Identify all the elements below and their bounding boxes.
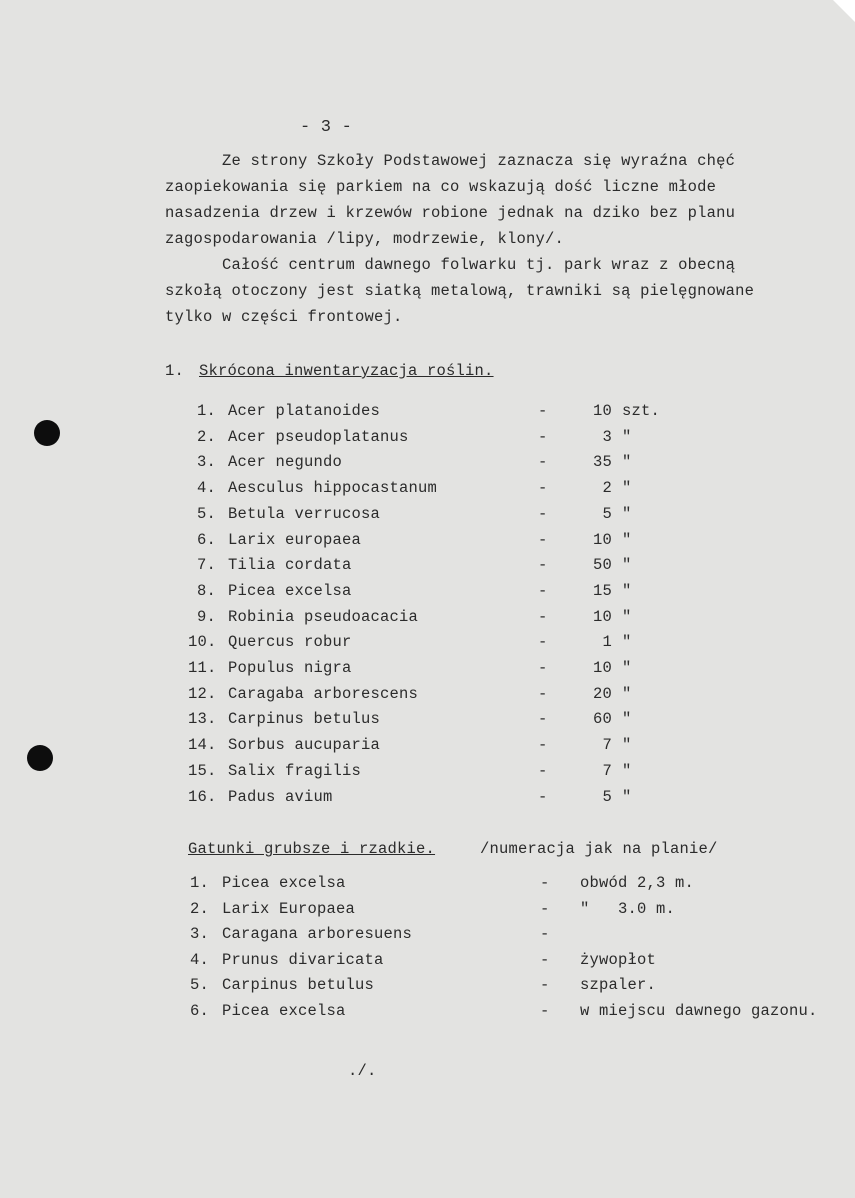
item-dash: - xyxy=(540,925,550,943)
item-dash: - xyxy=(538,633,548,652)
item-unit: " xyxy=(622,556,632,575)
plant-name: Prunus divaricata xyxy=(222,950,384,969)
item-number: 4. xyxy=(197,479,217,498)
item-unit: " xyxy=(622,427,632,446)
item-dash: - xyxy=(538,530,548,549)
item-quantity: 7 xyxy=(602,736,612,755)
item-dash: - xyxy=(540,1001,550,1020)
item-quantity: 10 xyxy=(592,659,612,677)
item-dash: - xyxy=(538,761,548,780)
item-number: 1. xyxy=(197,402,217,420)
item-unit: " xyxy=(622,607,632,626)
item-detail: żywopłot xyxy=(580,950,657,969)
punch-hole-bottom xyxy=(27,745,53,771)
punch-hole-top xyxy=(34,420,60,446)
paragraph-line: nasadzenia drzew i krzewów robione jednak na dziko bez planu xyxy=(165,204,736,222)
paragraph-line: Całość centrum dawnego folwarku tj. park wraz z obecną xyxy=(222,256,736,274)
item-number: 6. xyxy=(197,530,217,549)
item-dash: - xyxy=(540,874,550,892)
item-number: 11. xyxy=(188,659,217,677)
item-dash: - xyxy=(540,976,550,994)
item-unit: " xyxy=(622,504,632,523)
plant-name: Populus nigra xyxy=(228,659,352,677)
item-number: 2. xyxy=(190,899,210,918)
plant-name: Caragana arboresuens xyxy=(222,925,413,943)
item-number: 12. xyxy=(188,684,217,703)
folded-corner xyxy=(833,0,855,22)
item-number: 16. xyxy=(188,787,217,806)
item-number: 3. xyxy=(197,453,217,472)
section-heading: Skrócona inwentaryzacja roślin. xyxy=(199,362,494,380)
plant-name: Picea excelsa xyxy=(228,581,352,600)
item-unit: " xyxy=(622,581,632,600)
item-dash: - xyxy=(538,504,548,523)
item-dash: - xyxy=(538,710,548,729)
paragraph-line: tylko w części frontowej. xyxy=(165,308,403,326)
item-dash: - xyxy=(538,607,548,626)
item-number: 9. xyxy=(197,607,217,626)
item-number: 15. xyxy=(188,761,217,780)
item-detail: " 3.0 m. xyxy=(580,899,676,918)
item-number: 14. xyxy=(188,736,217,755)
plant-name: Tilia cordata xyxy=(228,556,352,575)
item-unit: " xyxy=(622,659,632,677)
plant-name: Betula verrucosa xyxy=(228,504,381,523)
item-detail: szpaler. xyxy=(580,976,657,994)
plant-name: Sorbus aucuparia xyxy=(228,736,381,755)
paragraph-line: zaopiekowania się parkiem na co wskazują dość liczne młode xyxy=(165,178,717,196)
item-number: 4. xyxy=(190,950,210,969)
plant-name: Padus avium xyxy=(228,787,333,806)
item-number: 7. xyxy=(197,556,217,575)
item-dash: - xyxy=(538,684,548,703)
item-unit: " xyxy=(622,530,632,549)
plant-name: Acer negundo xyxy=(228,453,343,472)
item-quantity: 5 xyxy=(602,787,612,806)
section2-heading: Gatunki grubsze i rzadkie. xyxy=(188,840,436,858)
item-number: 8. xyxy=(197,581,217,600)
plant-name: Picea excelsa xyxy=(222,874,346,892)
item-dash: - xyxy=(538,787,548,806)
item-quantity: 35 xyxy=(592,453,612,472)
item-dash: - xyxy=(538,556,548,575)
item-detail: w miejscu dawnego gazonu. xyxy=(580,1001,818,1020)
plant-name: Acer pseudoplatanus xyxy=(228,427,409,446)
section-number: 1. xyxy=(165,362,185,380)
plant-name: Carpinus betulus xyxy=(222,976,375,994)
item-unit: " xyxy=(622,787,632,806)
item-quantity: 1 xyxy=(602,633,612,652)
item-quantity: 10 xyxy=(592,402,612,420)
item-quantity: 10 xyxy=(592,530,612,549)
plant-name: Quercus robur xyxy=(228,633,352,652)
item-number: 1. xyxy=(190,874,210,892)
item-unit: " xyxy=(622,453,632,472)
item-number: 5. xyxy=(197,504,217,523)
plant-name: Robinia pseudoacacia xyxy=(228,607,419,626)
item-number: 10. xyxy=(188,633,217,652)
plant-name: Acer platanoides xyxy=(228,402,381,420)
item-quantity: 60 xyxy=(592,710,612,729)
item-quantity: 15 xyxy=(592,581,612,600)
item-unit: szt. xyxy=(622,402,661,420)
item-dash: - xyxy=(538,736,548,755)
plant-name: Picea excelsa xyxy=(222,1001,346,1020)
plant-name: Aesculus hippocastanum xyxy=(228,479,438,498)
paragraph-line: zagospodarowania /lipy, modrzewie, klony/. xyxy=(165,230,565,248)
item-quantity: 2 xyxy=(602,479,612,498)
item-dash: - xyxy=(540,950,550,969)
item-quantity: 7 xyxy=(602,761,612,780)
plant-name: Carpinus betulus xyxy=(228,710,381,729)
item-unit: " xyxy=(622,479,632,498)
item-detail: obwód 2,3 m. xyxy=(580,874,695,892)
item-unit: " xyxy=(622,761,632,780)
plant-name: Caragaba arborescens xyxy=(228,684,419,703)
item-quantity: 50 xyxy=(592,556,612,575)
paragraph-line: Ze strony Szkoły Podstawowej zaznacza się wyraźna chęć xyxy=(222,152,736,170)
item-quantity: 10 xyxy=(592,607,612,626)
item-unit: " xyxy=(622,633,632,652)
page-continuation-mark: ./. xyxy=(348,1062,377,1080)
item-unit: " xyxy=(622,710,632,729)
section2-note: /numeracja jak na planie/ xyxy=(480,840,718,858)
item-dash: - xyxy=(538,479,548,498)
item-quantity: 5 xyxy=(602,504,612,523)
plant-name: Larix europaea xyxy=(228,530,362,549)
plant-name: Larix Europaea xyxy=(222,899,356,918)
paragraph-line: szkołą otoczony jest siatką metalową, trawniki są pielęgnowane xyxy=(165,282,755,300)
item-dash: - xyxy=(540,899,550,918)
item-number: 13. xyxy=(188,710,217,729)
item-dash: - xyxy=(538,581,548,600)
item-unit: " xyxy=(622,736,632,755)
item-unit: " xyxy=(622,684,632,703)
item-dash: - xyxy=(538,427,548,446)
item-quantity: 3 xyxy=(602,427,612,446)
plant-name: Salix fragilis xyxy=(228,761,362,780)
item-number: 5. xyxy=(190,976,210,994)
item-dash: - xyxy=(538,453,548,472)
item-dash: - xyxy=(538,659,548,677)
item-quantity: 20 xyxy=(592,684,612,703)
item-number: 6. xyxy=(190,1001,210,1020)
item-number: 3. xyxy=(190,925,210,943)
item-number: 2. xyxy=(197,427,217,446)
item-dash: - xyxy=(538,402,548,420)
page-number: - 3 - xyxy=(300,118,353,137)
